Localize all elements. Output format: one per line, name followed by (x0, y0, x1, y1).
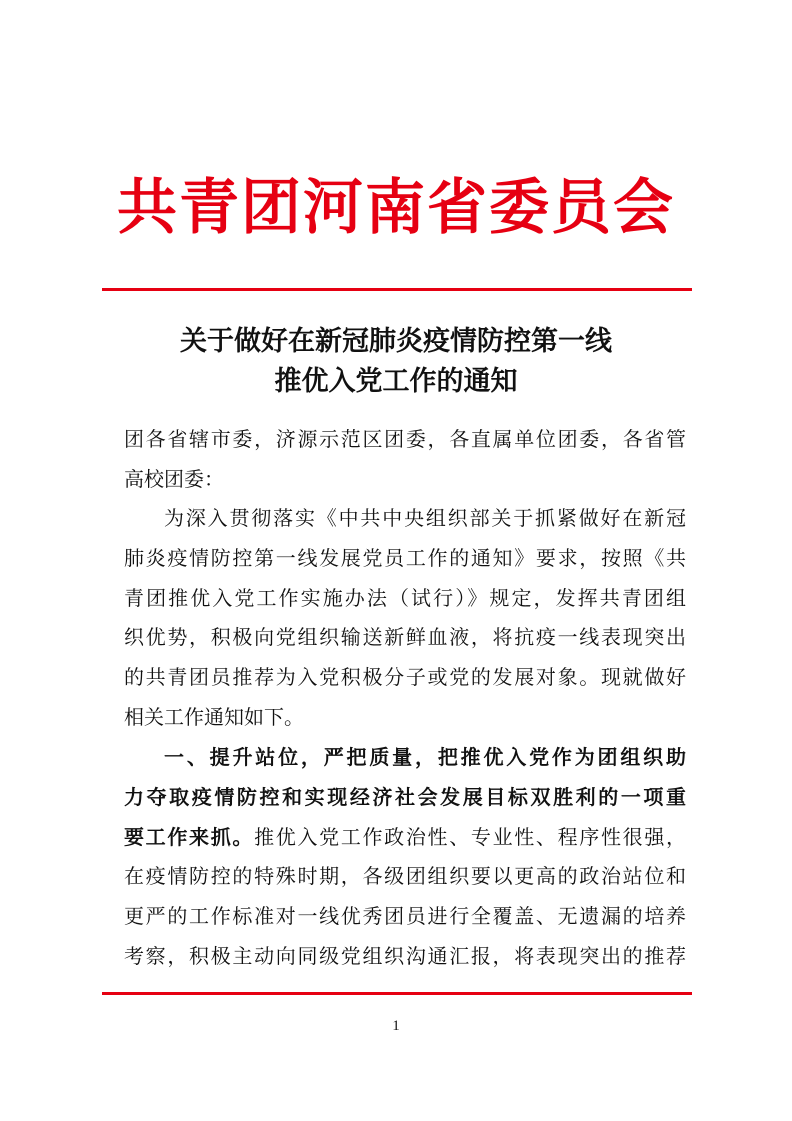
addressee-line-2: 高校团委： (124, 466, 224, 491)
page-number: 1 (392, 1018, 400, 1034)
document-title-line-2: 推优入党工作的通知 (274, 366, 518, 397)
section-mixed-line (124, 818, 686, 858)
paragraph-line: 在疫情防控的特殊时期，各级团组织要以更高的政治站位和 (124, 864, 686, 889)
document-title (0, 322, 792, 402)
section-body-start: 推优入党工作政治性、专业性、程序性很强， (254, 824, 687, 849)
addressee-line-1: 团各省辖市委，济源示范区团委，各直属单位团委，各省管 (124, 427, 686, 451)
paragraph-line: 织优势，积极向党组织输送新鲜血液，将抗疫一线表现突出 (124, 625, 686, 650)
paragraph-line: 为深入贯彻落实《中共中央组织部关于抓紧做好在新冠 (164, 506, 686, 530)
masthead-title: 共青团河南省委员会 (117, 173, 675, 243)
paragraph-line: 青团推优入党工作实施办法（试行）》规定，发挥共青团组 (124, 585, 686, 610)
paragraph-intro (124, 499, 686, 738)
paragraph-line: 相关工作通知如下。 (124, 704, 304, 729)
section-heading-line-1: 一、提升站位，严把质量，把推优入党作为团组织助 (164, 745, 686, 769)
red-rule-bottom (102, 992, 692, 995)
addressee (124, 420, 686, 500)
red-rule-top (102, 288, 692, 291)
paragraph-line: 考察，积极主动向同级党组织沟通汇报，将表现突出的推荐 (124, 943, 686, 968)
paragraph-line: 更严的工作标准对一线优秀团员进行全覆盖、无遗漏的培养 (124, 904, 686, 929)
document-title-line-1: 关于做好在新冠肺炎疫情防控第一线 (180, 326, 612, 357)
paragraph-section-one (124, 738, 686, 977)
paragraph-line: 的共青团员推荐为入党积极分子或党的发展对象。现就做好 (124, 665, 686, 690)
section-heading-end: 要工作来抓。 (124, 824, 255, 849)
section-heading-line-2: 力夺取疫情防控和实现经济社会发展目标双胜利的一项重 (124, 784, 686, 809)
paragraph-line: 肺炎疫情防控第一线发展党员工作的通知》要求，按照《共 (124, 545, 686, 570)
